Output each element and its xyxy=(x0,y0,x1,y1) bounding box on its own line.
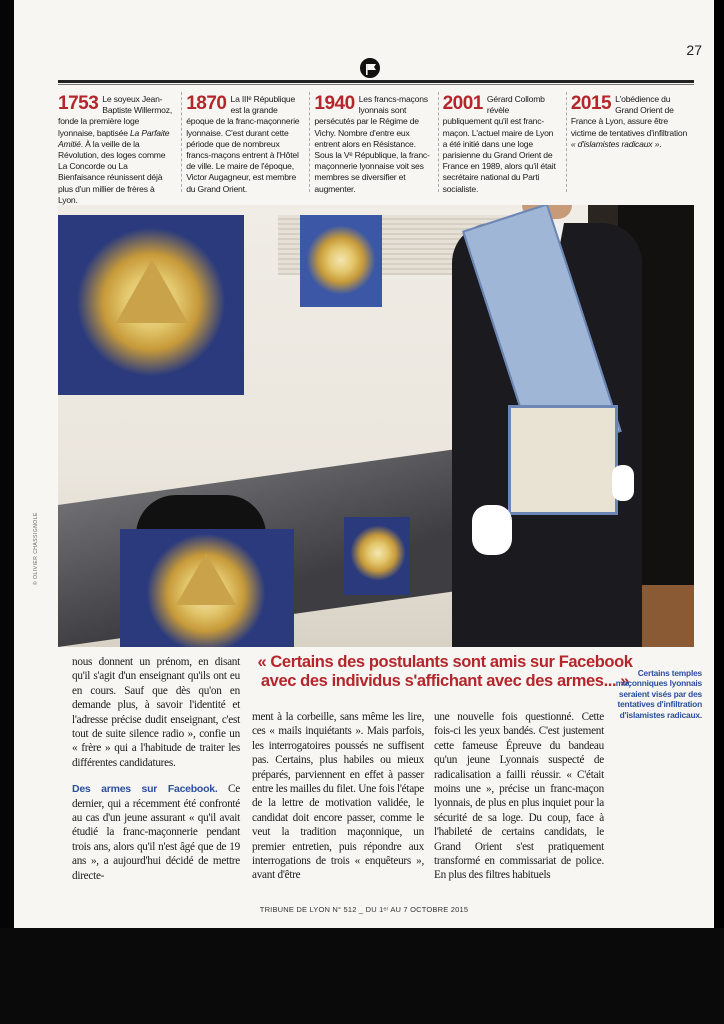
timeline-rule xyxy=(58,56,694,92)
timeline-text: L'obédience du Grand Orient de France à Lyon, assure être victime de tentatives d'infiltration xyxy=(570,94,688,138)
masonic-emblem-desk xyxy=(120,529,294,647)
timeline-year: 1753 xyxy=(58,93,99,114)
timeline xyxy=(58,92,694,205)
timeline-text-end: . À la veille de la Révolution, des loges comme La Concorde ou La Bienfaisance réunissent déjà plus d'un millier de frères à Lyon. xyxy=(58,138,166,205)
timeline-year: 2001 xyxy=(442,93,483,114)
freemason-figure xyxy=(452,205,642,647)
scan-bottom-edge xyxy=(0,928,724,1024)
timeline-year: 2015 xyxy=(570,93,612,114)
masonic-emblem-desk-small xyxy=(344,517,410,595)
timeline-entry-1753 xyxy=(58,92,181,205)
timeline-text: La IIIᵉ République est la grande époque de la franc-maçonnerie lyonnaise. C'est durant cette période que de nombreux francs-maçons entrent à l'Hôtel de ville. Le maire de l'époque, Victor Augagneur, est membre du Grand Orient. xyxy=(186,94,300,194)
timeline-entry-1940 xyxy=(309,92,437,192)
masonic-emblem-large xyxy=(58,215,244,395)
flag-icon xyxy=(358,56,382,80)
timeline-entry-2015 xyxy=(566,92,694,192)
timeline-year: 1940 xyxy=(314,93,355,114)
rule-line xyxy=(58,80,694,83)
article-column-2: ment à la corbeille, sans même les lire, ces « mails inquiétants ». Mais parfois, les interrogatoires poussés ne suffisent pas. Certains, plus habiles ou mieux préparés, parviennent en effet à passer entre les mailles du filet. Une fois l'étape de la lettre de motivation validée, le candidat doit encore passer, comme le veut la tradition maçonnique, un premier entretien, puis répondre aux interrogations de trois « enquêteurs », avant d'être xyxy=(252,711,424,882)
pull-quote: « Certains des postulants sont amis sur Facebook avec des individus s'affichant avec des armes... » xyxy=(257,653,633,690)
photo-credit: © OLIVIER CHASSIGNOLE xyxy=(33,512,39,585)
magazine-page xyxy=(14,0,714,928)
triangle-symbol xyxy=(116,259,188,323)
timeline-text: Gérard Collomb révèle publiquement qu'il est franc-maçon. L'actuel maire de Lyon a été initié dans une loge parisienne du Grand Orient de France en 1989, alors qu'il était secrétaire national du Parti socialiste. xyxy=(442,94,556,194)
scan-left-edge xyxy=(0,0,14,1024)
page-footer: TRIBUNE DE LYON N° 512 _ DU 1ᵉʳ AU 7 OCTOBRE 2015 xyxy=(259,905,469,914)
timeline-text: Les francs-maçons lyonnais sont persécutés par le Régime de Vichy. Nombre d'entre eux entrent alors en Résistance. Sous la Vᵉ République, la franc-maçonnerie lyonnaise voit ses membres se diversifier et augmenter. xyxy=(314,94,430,194)
timeline-year: 1870 xyxy=(186,93,227,114)
page-number: 27 xyxy=(686,42,702,58)
masonic-temple-photo xyxy=(58,205,694,647)
triangle-symbol xyxy=(176,553,236,605)
article-subheading: Des armes sur Facebook. xyxy=(72,783,218,796)
timeline-entry-1870 xyxy=(181,92,309,192)
timeline-entry-2001 xyxy=(438,92,566,192)
article-column-3: une nouvelle fois questionné. Cette fois-ci les yeux bandés. C'est justement cette fameuse Épreuve du bandeau qu'un jeune Lyonnais suspecté de radicalisation a failli réussir. « C'était moins une », précise un franc-maçon lyonnais, de plus en plus inquiet pour la sécurité de sa loge. Du coup, face à l'habileté de certains candidats, le Grand Orient s'est pratiquement transformé en commissariat de police. En plus des filtres habituels xyxy=(434,711,604,882)
timeline-text-italic: « d'islamistes radicaux » xyxy=(570,138,660,149)
white-glove xyxy=(472,505,512,555)
timeline-text: Le soyeux Jean-Baptiste Willermoz, fonde la première loge lyonnaise, baptisée xyxy=(58,94,173,138)
rule-line-thin xyxy=(58,84,694,85)
timeline-text-italic: La Parfaite Amitié xyxy=(58,127,170,149)
masonic-apron xyxy=(508,405,618,515)
timeline-text-end: . xyxy=(659,138,662,149)
masonic-emblem-small xyxy=(300,215,382,307)
white-glove xyxy=(612,465,634,501)
photo-caption: Certains temples maçonniques lyonnais seraient visés par des tentatives d'infiltration d'islamistes radicaux. xyxy=(615,668,702,720)
article-paragraph: nous donnent un prénom, en disant qu'il s'agit d'un enseignant qu'ils ont eu en cours. Sauf que dès qu'on en demande plus, à savoir l'identité et l'adresse précise dudit enseignant, c'est tout de suite silence radio », confie un « frère » qui a l'habitude de traiter les différentes candidatures. xyxy=(72,656,240,769)
article-paragraph: Ce dernier, qui a récemment été confronté au cas d'un jeune assurant « qu'il avait étudié la franc-maçonnerie pendant trois ans, alors qu'il n'est âgé que de 19 ans », a aujourd'hui décidé de mettre directe- xyxy=(72,783,240,882)
article-column-1 xyxy=(72,655,240,883)
